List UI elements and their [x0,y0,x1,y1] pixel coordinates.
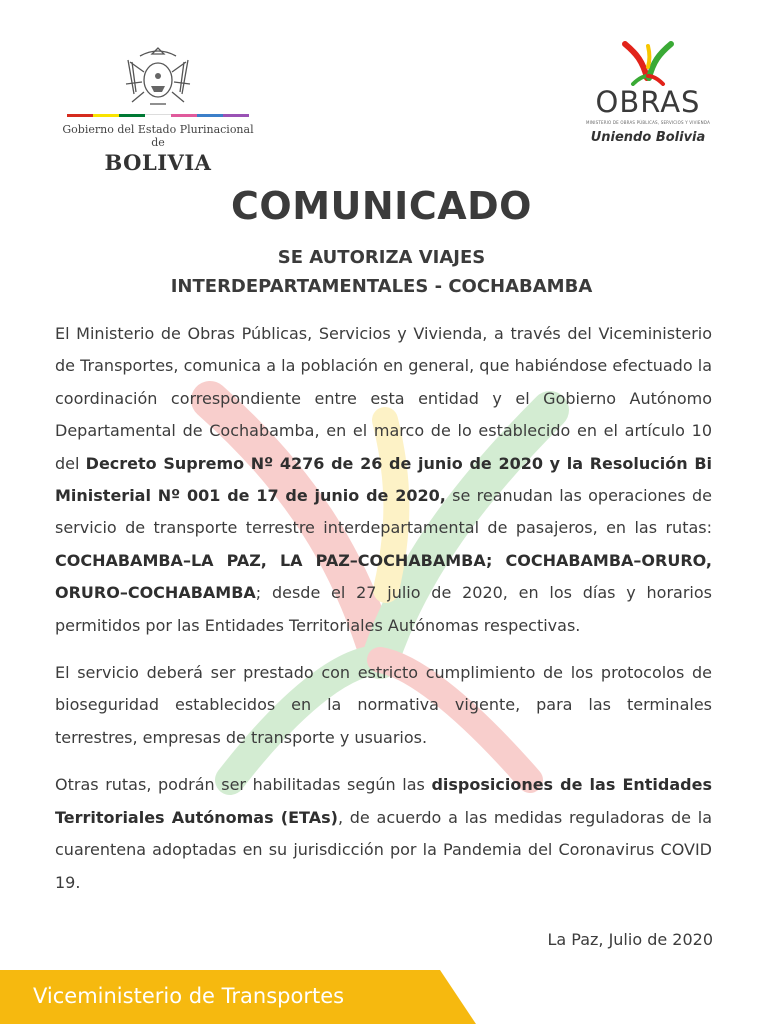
routes-list: COCHABAMBA–LA PAZ, LA PAZ–COCHABAMBA; COCHABAMBA–ORURO, ORURO–COCHABAMBA [55,550,712,603]
p1-text-c: se reanudan las operaciones de servicio de transporte terrestre interdepartamental de pasajeros, en las rutas: [55,486,712,538]
subtitle-line-2: INTERDEPARTAMENTALES - COCHABAMBA [170,276,593,297]
p1-text-a: El Ministerio de Obras Públicas, Servicios y Vivienda, a través del Viceministerio de Transportes, comunica a la población en general, que habiéndose efectuado la coordinación correspondiente entre esta entidad y el Gobierno Autónomo Departamental de Cochabamba, en el marco de lo establecido en el artículo 10 del [55,324,712,473]
decree-reference: Decreto Supremo Nº 4276 de 26 de junio de 2020 y la Resolución Bi Ministerial Nº 001 de 17 de junio de 2020, [55,453,713,506]
obras-name: OBRAS [595,85,701,119]
p3-text-c: , de acuerdo a las medidas reguladoras de la cuarentena adoptadas en su jurisdicción por la Pandemia del Coronavirus COVID 19. [55,807,713,892]
document-subtitle [0,243,763,301]
obras-logo [583,40,713,145]
paragraph-3 [55,769,712,899]
bolivia-flag-stripe [67,114,249,117]
government-logo [58,42,258,175]
subtitle-line-1: SE AUTORIZA VIAJES [277,247,486,268]
paragraph-1 [55,318,712,642]
communique-body [55,318,712,914]
government-line: Gobierno del Estado Plurinacional de [62,123,254,149]
obras-mark-icon [619,40,677,86]
p3-text-a: Otras rutas, podrán ser habilitadas según las [55,775,432,795]
obras-ministry-line: MINISTERIO DE OBRAS PÚBLICAS, SERVICIOS Y VIVIENDA [585,120,711,125]
document-title: COMUNICADO [231,184,532,228]
country-name: BOLIVIA [104,150,212,175]
etas-reference: disposiciones de las Entidades Territoriales Autónomas (ETAs) [55,775,712,827]
obras-slogan: Uniendo Bolivia [590,130,706,145]
place-date: La Paz, Julio de 2020 [547,930,713,949]
footer-banner [0,970,763,1024]
paragraph-2: El servicio deberá ser prestado con estricto cumplimiento de los protocolos de bioseguridad establecidos en la normativa vigente, para las terminales terrestres, empresas de transporte y usuarios. [55,663,712,747]
footer-text: Viceministerio de Transportes [33,984,345,1008]
bolivia-coat-of-arms-icon [118,42,198,110]
p1-text-e: ; desde el 27 julio de 2020, en los días y horarios permitidos por las Entidades Territoriales Autónomas respectivas. [55,583,712,635]
